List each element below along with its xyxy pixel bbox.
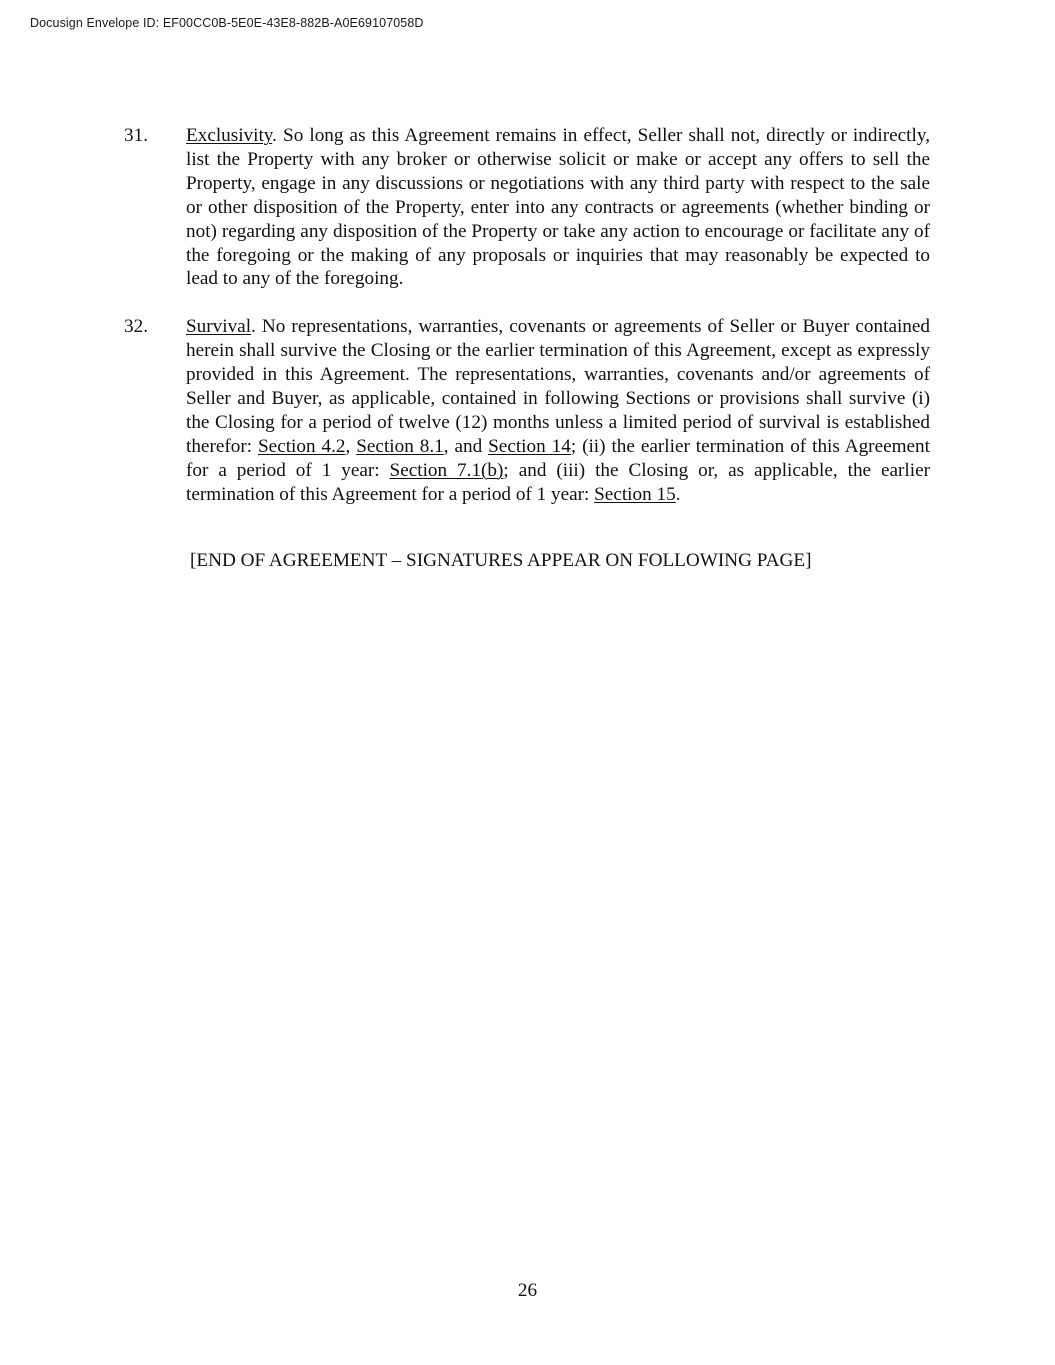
section-heading: Survival [186, 316, 252, 338]
section-body: . So long as this Agreement remains in effect, Seller shall not, directly or indirectly, list the Property with any broker or otherwise solicit or make or accept any offers to sell the Property, engage in any discussions or negotiations with any third party with respect to the sale or other disposition of the Property, enter into any contracts or agreements (whether binding or not) regarding any disposition of the Property or take any action to encourage or facilitate any of the foregoing or the making of any proposals or inquiries that may reasonably be expected to lead to any of the foregoing. [186, 125, 930, 290]
section-reference: Section 8.1 [356, 435, 444, 457]
section-reference: Section 15 [594, 483, 676, 505]
section-body: ; (ii) the earlier termination of this Agreement for a period of 1 year: [186, 435, 930, 481]
section-body: . No representations, warranties, covenants or agreements of Seller or Buyer contained herein shall survive the Closing or the earlier termination of this Agreement, except as expressly provided in this Agreement. The representations, warranties, covenants and/or agreements of Seller and Buyer, as applicable, contained in following Sections or provisions shall survive (i) the Closing for a period of twelve (12) months unless a limited period of survival is established therefor: [186, 316, 930, 457]
document-body [124, 124, 930, 531]
section-reference: Section 14 [488, 435, 571, 457]
section-reference: Section 4.2 [258, 435, 346, 457]
section-heading: Exclusivity [186, 125, 273, 146]
section-31 [124, 124, 930, 291]
section-text [186, 124, 930, 291]
docusign-envelope-id: Docusign Envelope ID: EF00CC0B-5E0E-43E8-882B-A0E69107058D [30, 16, 424, 30]
section-body: ; and (iii) the Closing or, as applicable, the earlier termination of this Agreement for a period of 1 year: [186, 459, 930, 505]
section-text [186, 315, 930, 506]
section-32 [124, 315, 930, 506]
section-reference: Section 7.1(b) [389, 459, 504, 481]
end-of-agreement-note: [END OF AGREEMENT – SIGNATURES APPEAR ON FOLLOWING PAGE] [190, 550, 812, 571]
separator: , and [443, 435, 489, 457]
section-number: 31. [124, 125, 148, 146]
separator: , [345, 435, 357, 457]
page-number: 26 [517, 1280, 538, 1301]
section-number: 32. [124, 316, 148, 338]
section-body: . [675, 483, 681, 505]
